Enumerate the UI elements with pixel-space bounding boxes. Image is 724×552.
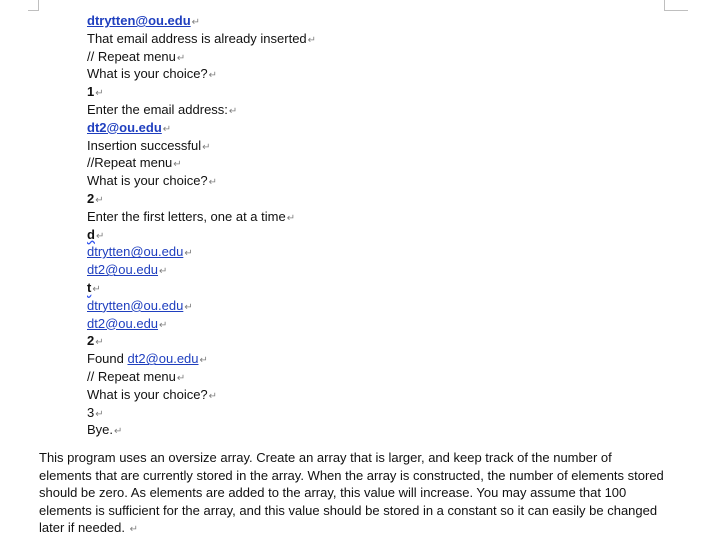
paragraph-mark: ↵ [95,230,105,242]
transcript-line [87,332,316,350]
crop-mark [28,10,39,11]
email-link[interactable]: dt2@ou.edu [127,351,199,367]
paragraph-mark: ↵ [307,34,317,46]
transcript-line [87,190,316,208]
line-text: Found [87,351,128,367]
line-text: 1 [87,84,95,100]
transcript-line [87,368,316,386]
transcript-line [87,172,316,190]
line-text: //Repeat menu [87,155,173,171]
paragraph-mark: ↵ [162,123,172,135]
transcript-line [87,226,316,244]
paragraph-mark: ↵ [286,212,296,224]
transcript-line [87,279,316,297]
crop-mark [664,0,665,10]
transcript-line [87,421,316,439]
paragraph-mark: ↵ [92,283,101,295]
transcript-line [87,297,316,315]
paragraph-mark: ↵ [95,88,104,100]
transcript-line [87,119,316,137]
transcript-line [87,350,316,368]
transcript-line [87,30,316,48]
crop-mark [664,10,688,11]
transcript-line [87,315,316,333]
transcript-line [87,101,316,119]
paragraph-mark: ↵ [199,355,208,367]
paragraph-mark: ↵ [176,372,186,384]
transcript-line [87,154,316,172]
transcript-line [87,386,316,404]
line-text: Bye. [87,422,114,438]
line-text: What is your choice? [87,173,208,189]
transcript-line [87,12,316,30]
paragraph-mark: ↵ [159,266,168,278]
transcript-line [87,243,316,261]
line-text: // Repeat menu [87,368,176,384]
paragraph-text: This program uses an oversize array. Create an array that is larger, and keep track of the number of elements that are currently stored in the array. When the array is constructed, the number of elements stored should be zero. As elements are added to the array, this value will increase. You may assume that 100 elements is sufficient for the array, and this value should be stored in a constant so it can easily be changed later if needed. [39,450,664,536]
paragraph-mark: ↵ [159,319,168,331]
line-text: 2 [87,333,95,349]
line-text: What is your choice? [87,386,208,402]
line-text: dt2@ou.edu [87,262,159,278]
line-text: What is your choice? [87,66,208,82]
assignment-paragraph [39,449,667,539]
paragraph-mark: ↵ [95,408,104,420]
paragraph-mark: ↵ [208,177,218,189]
line-text: d [87,226,95,242]
line-text: Insertion successful [87,137,202,153]
transcript-line [87,208,316,226]
line-text: t [87,279,92,295]
transcript-line [87,137,316,155]
line-text: dt2@ou.edu [87,119,162,135]
line-text: // Repeat menu [87,48,176,64]
paragraph-mark: ↵ [114,426,123,438]
paragraph-mark: ↵ [208,390,218,402]
paragraph-mark: ↵ [208,70,218,82]
paragraph-mark: ↵ [176,52,186,64]
paragraph-mark: ↵ [129,524,139,536]
line-text: Enter the first letters, one at a time [87,208,286,224]
line-text: 2 [87,190,95,206]
line-text: 3 [87,404,95,420]
paragraph-mark: ↵ [184,301,193,313]
line-text: dtrytten@ou.edu [87,297,184,313]
line-text: dt2@ou.edu [87,315,159,331]
program-transcript [87,12,316,439]
line-text: dtrytten@ou.edu [87,13,191,28]
paragraph-mark: ↵ [184,248,193,260]
paragraph-mark: ↵ [95,194,104,206]
line-text: dtrytten@ou.edu [87,244,184,260]
transcript-line [87,48,316,66]
paragraph-mark: ↵ [202,141,211,153]
paragraph-mark: ↵ [191,17,201,28]
transcript-line [87,261,316,279]
transcript-line [87,83,316,101]
paragraph-mark: ↵ [95,337,104,349]
crop-mark [38,0,39,10]
transcript-line [87,65,316,83]
paragraph-mark: ↵ [173,159,182,171]
transcript-line [87,404,316,422]
paragraph-mark: ↵ [228,105,238,117]
line-text: That email address is already inserted [87,30,307,46]
line-text: Enter the email address: [87,101,228,117]
